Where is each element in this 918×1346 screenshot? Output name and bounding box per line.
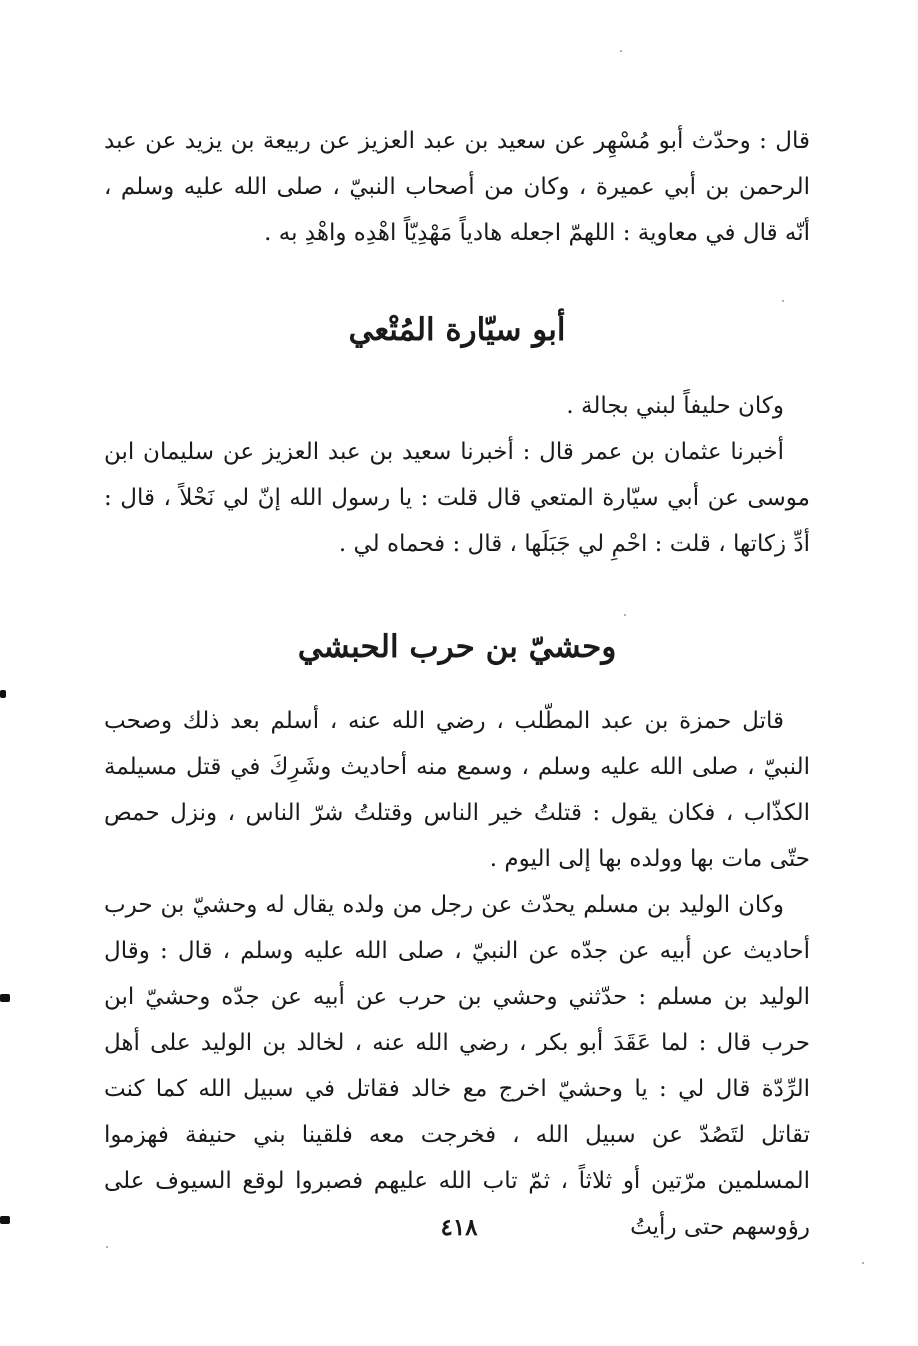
margin-ink-mark [0, 690, 6, 698]
paragraph-muawiya-hadith: قال : وحدّث أبو مُسْهِر عن سعيد بن عبد العزيز عن ربيعة بن يزيد عن عبد الرحمن بن أبي عميرة ، وكان من أصحاب النبيّ ، صلى الله عليه وسلم ، أنّه قال في معاوية : اللهمّ اجعله هادياً مَهْدِيّاً اهْدِه واهْدِ به . [104, 128, 810, 246]
paragraph-wahshi-narration: وكان الوليد بن مسلم يحدّث عن رجل من ولده يقال له وحشيّ بن حرب أحاديث عن أبيه عن جدّه عن النبيّ ، صلى الله عليه وسلم ، قال : وقال الوليد بن مسلم : حدّثني وحشي بن حرب عن أبيه عن جدّه وحشيّ ابن حرب قال : لما عَقَدَ أبو بكر ، رضي الله عنه ، لخالد بن الوليد على أهل الرِّدّة قال لي : يا وحشيّ اخرج مع خالد فقاتل في سبيل الله كما كنت تقاتل لتَصُدّ عن سبيل الله ، فخرجت معه فلقينا بني حنيفة فهزموا المسلمين مرّتين أو ثلاثاً ، ثمّ تاب الله عليهم فصبروا لوقع السيوف على رؤوسهم حتى رأيتُ [104, 892, 810, 1240]
paper-speck [620, 50, 622, 52]
opening-paragraph-block [104, 118, 810, 256]
paper-speck [106, 1246, 108, 1248]
page-number: ٤١٨ [440, 1214, 478, 1241]
section-heading-abu-sayyara: أبو سيّارة المُتْعي [348, 312, 566, 348]
margin-ink-mark [0, 994, 10, 1002]
paper-speck [624, 614, 626, 616]
paper-speck [782, 300, 784, 302]
section-heading-wahshi: وحشيّ بن حرب الحبشي [297, 629, 617, 665]
paragraph-bees-zakat: أخبرنا عثمان بن عمر قال : أخبرنا سعيد بن عبد العزيز عن سليمان ابن موسى عن أبي سيّارة المتعي قال قلت : يا رسول الله إنّ لي نَحْلاً ، قال : أدِّ زكاتها ، قلت : احْمِ لي جَبَلَها ، قال : فحماه لي . [104, 439, 810, 557]
section-heading-container [104, 622, 810, 672]
section-heading-container [104, 305, 810, 355]
paper-speck [862, 1262, 864, 1264]
abu-sayyara-section [104, 383, 810, 567]
paragraph-wahshi-biography: قاتل حمزة بن عبد المطّلب ، رضي الله عنه ، أسلم بعد ذلك وصحب النبيّ ، صلى الله عليه وسلم ، وسمع منه أحاديث وشَرِكَ في قتل مسيلمة الكذّاب ، فكان يقول : قتلتُ خير الناس وقتلتُ شرّ الناس ، ونزل حمص حتّى مات بها وولده بها إلى اليوم . [104, 708, 810, 872]
paragraph-alliance: وكان حليفاً لبني بجالة . [566, 393, 784, 419]
wahshi-section [104, 698, 810, 1250]
margin-ink-mark [0, 1216, 10, 1224]
